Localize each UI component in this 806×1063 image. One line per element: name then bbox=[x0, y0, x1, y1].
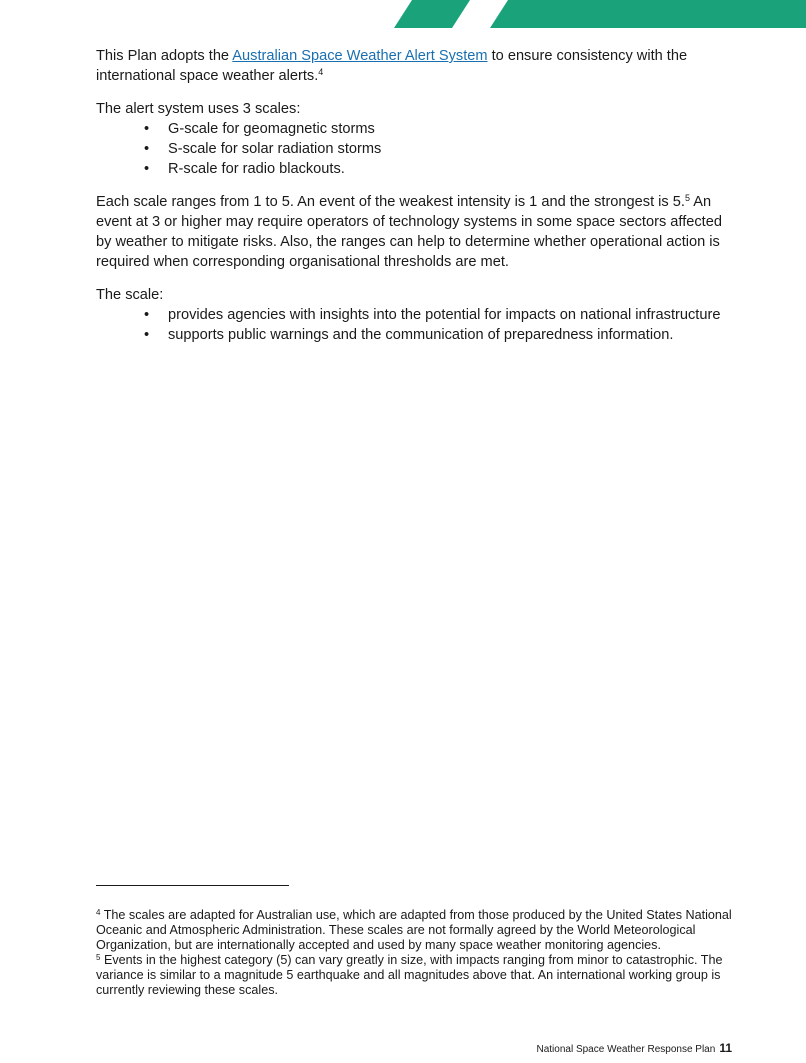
footnote-5 bbox=[96, 953, 736, 998]
page-footer bbox=[536, 1041, 732, 1055]
page-number: 11 bbox=[719, 1041, 732, 1055]
footnote-text: The scales are adapted for Australian use, which are adapted from those produced by the United States National Oceanic and Atmospheric Administration. These scales are not formally agreed by the World Meteorological Organization, but are internationally accepted and used by many space weather monitoring agencies. bbox=[96, 908, 732, 952]
alert-scales-list bbox=[96, 119, 736, 179]
scale-uses-list bbox=[96, 305, 736, 345]
bullet-icon: • bbox=[144, 327, 150, 343]
list-item bbox=[144, 159, 736, 179]
header-decoration bbox=[0, 0, 806, 30]
footnote-ref-4[interactable]: 4 bbox=[318, 67, 324, 77]
footnote-divider bbox=[96, 885, 289, 886]
footnotes bbox=[96, 908, 736, 998]
alert-system-lead: The alert system uses 3 scales: bbox=[96, 101, 301, 117]
list-item bbox=[144, 325, 736, 345]
footnote-number: 4 bbox=[96, 908, 101, 917]
footnote-4 bbox=[96, 908, 736, 953]
list-item bbox=[144, 139, 736, 159]
main-content bbox=[96, 46, 736, 358]
list-item-text: S-scale for solar radiation storms bbox=[168, 141, 382, 157]
bullet-icon: • bbox=[144, 121, 150, 137]
list-item-text: R-scale for radio blackouts. bbox=[168, 161, 345, 177]
footnote-number: 5 bbox=[96, 953, 101, 962]
scale-range-paragraph bbox=[96, 192, 736, 272]
list-item bbox=[144, 119, 736, 139]
intro-paragraph bbox=[96, 46, 736, 86]
footnote-ref-5[interactable]: 5 bbox=[684, 193, 690, 203]
document-title: National Space Weather Response Plan bbox=[536, 1044, 716, 1055]
list-item bbox=[144, 305, 736, 325]
list-item-text: provides agencies with insights into the potential for impacts on national infrastructure bbox=[168, 307, 721, 323]
bullet-icon: • bbox=[144, 307, 150, 323]
the-scale-lead: The scale: bbox=[96, 287, 164, 303]
list-item-text: supports public warnings and the communication of preparedness information. bbox=[168, 327, 674, 343]
header-stripe-small bbox=[394, 0, 470, 28]
intro-text-before-link: This Plan adopts the bbox=[96, 48, 233, 64]
bullet-icon: • bbox=[144, 141, 150, 157]
scale-range-text-2: An event at 3 or higher may require operators of technology systems in some space sectors affected by weather to mitigate risks. Also, the ranges can help to determine whether operational action is required when corresponding organisational thresholds are met. bbox=[96, 194, 722, 270]
scale-range-text-1: Each scale ranges from 1 to 5. An event of the weakest intensity is 1 and the strongest is 5. bbox=[96, 194, 685, 210]
footnote-text: Events in the highest category (5) can vary greatly in size, with impacts ranging from minor to catastrophic. The variance is similar to a magnitude 5 earthquake and all magnitudes above that. An international working group is currently reviewing these scales. bbox=[96, 953, 723, 997]
header-stripe-large bbox=[490, 0, 806, 28]
list-item-text: G-scale for geomagnetic storms bbox=[168, 121, 375, 137]
alert-system-link[interactable]: Australian Space Weather Alert System bbox=[232, 48, 488, 64]
bullet-icon: • bbox=[144, 161, 150, 177]
intro-text-after-link: to ensure consistency with the international space weather alerts. bbox=[96, 48, 688, 84]
